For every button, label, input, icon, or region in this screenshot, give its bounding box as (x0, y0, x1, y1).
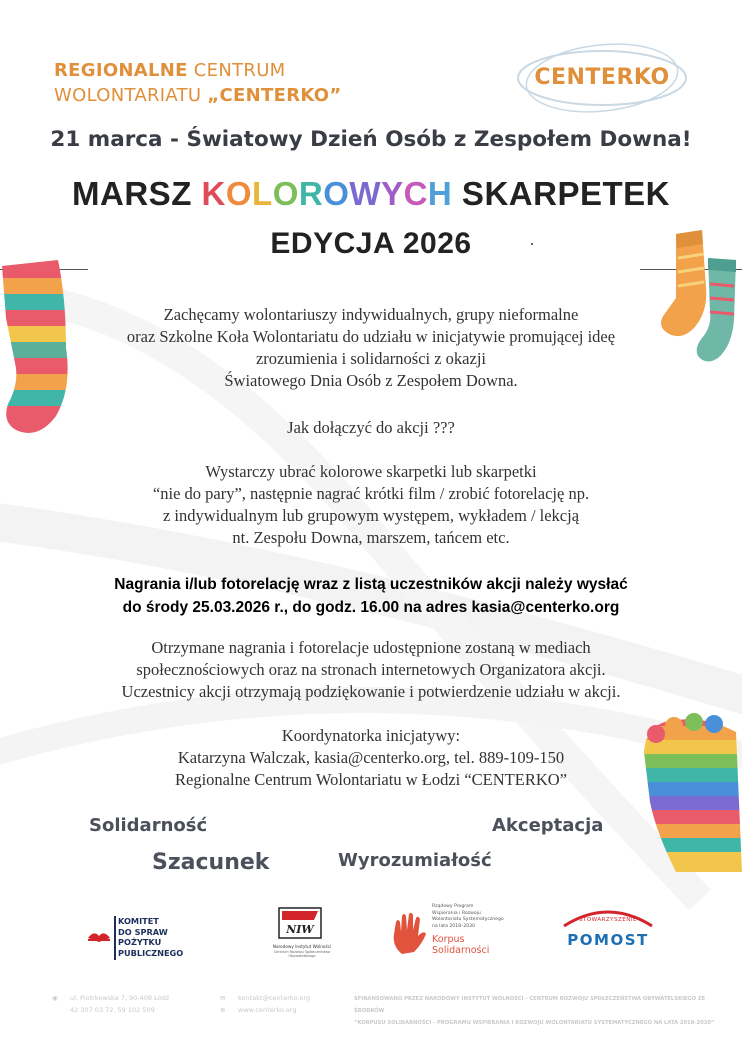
title-segment: O (225, 175, 253, 212)
title-segment: H (427, 175, 453, 212)
toe-socks-feet-icon (636, 712, 742, 872)
important-line: Nagrania i/lub fotorelację wraz z listą uczestników akcji należy wysłać (114, 576, 628, 593)
coordinator-line: Koordynatorka inicjatywy: (281, 726, 461, 745)
event-title (0, 175, 742, 213)
pomost-logo (556, 906, 660, 956)
instructions-line: z indywidualnym lub grupowym występem, wykładem / lekcją (162, 506, 580, 525)
title-segment: O (323, 175, 350, 212)
korpus-solidarnosci-logo (388, 904, 518, 964)
date-line: 21 marca - Światowy Dzień Osób z Zespołem Downa! (50, 127, 692, 152)
publication-line: Uczestnicy akcji otrzymają podziękowanie i potwierdzenie udziału w akcji. (121, 682, 621, 701)
how-to-join-heading: Jak dołączyć do akcji ??? (287, 418, 455, 437)
raised-hand-icon (388, 912, 428, 956)
funding-note (354, 993, 734, 1029)
instructions-line: “nie do pary”, następnie nagrać krótki film / zrobić fotorelację np. (152, 484, 590, 503)
kpp-name (118, 916, 183, 958)
mail-icon: ✉ (220, 994, 226, 1002)
intro-paragraph (40, 304, 702, 392)
pomost-name: POMOST (567, 931, 649, 949)
submission-instructions (40, 573, 702, 619)
korpus-name-line: Solidarności (432, 945, 490, 956)
org-line1-bold: REGIONALNE (54, 60, 188, 81)
korpus-name (432, 934, 489, 956)
value-acceptance: Akceptacja (492, 815, 604, 836)
korpus-program-text (432, 904, 504, 930)
footer-website: www.centerko.org (238, 1006, 297, 1014)
title-segment: Y (381, 175, 404, 212)
intro-line: zrozumienia i solidarności z okazji (255, 349, 486, 368)
org-line1-rest: CENTRUM (187, 60, 286, 81)
title-segment: L (252, 175, 273, 212)
value-understanding: Wyrozumiałość (338, 850, 492, 871)
publication-line: społecznościowych oraz na stronach internetowych Organizatora akcji. (136, 660, 606, 679)
publication-paragraph (40, 637, 702, 703)
org-line2-bold: „CENTERKO” (207, 85, 342, 106)
title-segment: W (349, 175, 382, 212)
edition-label: EDYCJA 2026 (270, 227, 472, 260)
logo-text: CENTERKO (534, 65, 670, 90)
value-respect: Szacunek (152, 850, 270, 875)
coordinator-block (40, 725, 702, 791)
partner-logos (0, 900, 742, 970)
title-segment: K (201, 175, 226, 212)
organization-name (54, 58, 342, 108)
korpus-program-line: na lata 2018–2030 (432, 923, 476, 929)
pomost-top-label: STOWARZYSZENIE (579, 917, 637, 923)
kpp-logo (86, 916, 216, 960)
intro-line: Światowego Dnia Osób z Zespołem Downa. (224, 371, 518, 390)
niw-mark: NIW (286, 923, 314, 936)
kpp-name-line: PUBLICZNEGO (118, 947, 184, 958)
globe-icon: ⊕ (220, 1006, 226, 1014)
org-line2-rest: WOLONTARIATU (54, 85, 208, 106)
intro-line: Zachęcamy wolontariuszy indywidualnych, grupy nieformalne (163, 305, 579, 324)
footer-address: ul. Piotrkowska 7, 90-408 Łódź (70, 994, 170, 1002)
footer-phones: 42 307 03 72, 59 102 509 (70, 1006, 155, 1014)
centerko-logo (512, 38, 692, 118)
location-pin-icon: ◉ (52, 994, 58, 1002)
polish-eagle-icon (86, 928, 112, 944)
title-segment: O (272, 175, 299, 212)
niw-name: Narodowy Instytut Wolności (272, 944, 332, 949)
title-segment: MARSZ (72, 175, 202, 212)
korpus-program-line: Wolontariatu Systematycznego (432, 917, 504, 923)
coordinator-line: Regionalne Centrum Wolontariatu w Łodzi “CENTERKO” (175, 770, 567, 789)
publication-line: Otrzymane nagrania i fotorelacje udostępnione zostaną w mediach (151, 638, 591, 657)
korpus-name-line: Korpus (432, 934, 465, 945)
title-segment: SKARPETEK (452, 175, 670, 212)
coordinator-line: Katarzyna Walczak, kasia@centerko.org, tel. 889-109-150 (177, 748, 565, 767)
important-line: do środy 25.03.2026 r., do godz. 16.00 na adres kasia@centerko.org (122, 599, 620, 616)
niw-logo (262, 906, 342, 966)
funding-line: “KORPUSU SOLIDARNOŚCI - PROGRAMU WSPIERANIA I ROZWOJU WOLONTARIATU SYSTEMATYCZNEGO NA LATA 2018-2030” (354, 1020, 715, 1026)
kpp-divider (114, 916, 116, 960)
niw-subtitle: Centrum Rozwoju Społeczeństwa Obywatelskiego (273, 950, 331, 958)
korpus-program-line: Rządowy Program (432, 904, 474, 909)
title-segment: C (403, 175, 428, 212)
title-segment: R (298, 175, 324, 212)
funding-line: SFINANSOWANO PRZEZ NARODOWY INSTYTUT WOLNOŚCI - CENTRUM ROZWOJU SPOŁECZEŃSTWA OBYWATELSKIEGO ZE ŚRODKÓW (354, 996, 706, 1014)
kpp-name-line: DO SPRAW (118, 926, 168, 937)
kpp-name-line: KOMITET (118, 916, 159, 926)
korpus-program-line: Wspierania i Rozwoju (432, 910, 481, 916)
instructions-paragraph (40, 461, 702, 549)
footer-email: kontakt@centerko.org (238, 994, 311, 1002)
instructions-line: Wystarczy ubrać kolorowe skarpetki lub skarpetki (205, 462, 537, 481)
instructions-line: nt. Zespołu Downa, marszem, tańcem etc. (232, 528, 510, 547)
intro-line: oraz Szkolne Koła Wolontariatu do udziału w inicjatywie promującej ideę (126, 327, 616, 346)
kpp-name-line: POŻYTKU (118, 937, 162, 947)
stray-dot (531, 243, 533, 245)
value-solidarity: Solidarność (89, 815, 208, 836)
